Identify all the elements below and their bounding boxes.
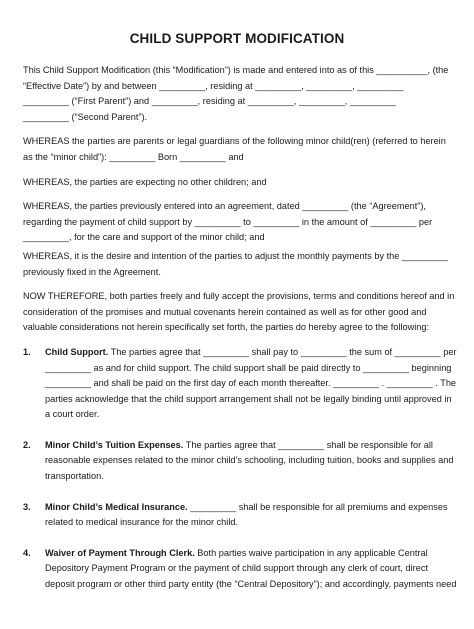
clause-tuition-expenses	[23, 438, 454, 485]
whereas-line: regarding the payment of child support by _________ to _________ in the amount of _________ per	[23, 216, 433, 227]
now-therefore-line: NOW THEREFORE, both parties freely and fully accept the provisions, terms and conditions hereof and in	[23, 291, 455, 302]
clause-line: reasonable expenses related to the minor child’s schooling, including tuition, books and supplies and	[45, 455, 454, 466]
now-therefore-line: consideration of the promises and mutual covenants herein contained as well as for other good and	[23, 306, 427, 317]
clause-line: _________ and shall be paid on the first day of each month thereafter. _________ . _________ . The	[45, 378, 457, 389]
whereas-line: WHEREAS, the parties are expecting no other children; and	[23, 176, 267, 187]
clause-text: The parties agree that _________ shall pay to _________ the sum of _________ per	[108, 346, 457, 357]
intro-line: This Child Support Modification (this “Modification”) is made and entered into as of this __________, (the	[23, 65, 449, 75]
now-therefore-line: valuable considerations not herein specifically set forth, the parties do hereby agree to the following:	[23, 322, 430, 333]
clause-line: deposit program or other third party entity (the “Central Depository”); and accordingly, payments need	[45, 579, 457, 590]
clause-number: 2.	[23, 439, 31, 450]
clause-heading: Child Support.	[45, 346, 109, 357]
clause-child-support	[23, 345, 457, 423]
intro-paragraph	[23, 63, 451, 125]
whereas-line: as the “minor child”): _________ Born _________ and	[23, 151, 244, 162]
whereas-line: WHEREAS, it is the desire and intention of the parties to adjust the monthly payments by the _________	[23, 250, 448, 261]
whereas-line: _________, for the care and support of the minor child; and	[23, 232, 265, 243]
clause-text: The parties agree that _________ shall be responsible for all	[183, 439, 433, 450]
clause-text: _________ shall be responsible for all premiums and expenses	[187, 501, 448, 512]
clause-line: a court order.	[45, 409, 100, 420]
intro-line: “Effective Date”) by and between _________, residing at _________, _________, _________	[23, 80, 404, 91]
document-title: CHILD SUPPORT MODIFICATION	[129, 31, 345, 46]
whereas-line: previously fixed in the Agreement.	[23, 266, 161, 277]
clause-line: transportation.	[45, 471, 104, 482]
intro-line: _________ (“Second Parent”).	[23, 111, 148, 122]
whereas-children-paragraph	[23, 134, 451, 165]
now-therefore-paragraph	[23, 289, 455, 336]
clause-waiver-of-payment	[23, 546, 457, 593]
clause-heading: Waiver of Payment Through Clerk.	[45, 547, 195, 558]
intro-line: _________ (“First Parent”) and _________, residing at _________, _________, _________	[23, 96, 396, 107]
clause-heading: Minor Child’s Tuition Expenses.	[45, 439, 184, 450]
whereas-agreement-paragraph	[23, 199, 451, 246]
clause-line: _________ as and for child support. The child support shall be paid directly to _________ beginning	[45, 362, 452, 373]
clause-text: Both parties waive participation in any applicable Central	[194, 547, 428, 558]
clause-heading: Minor Child’s Medical Insurance.	[45, 501, 188, 512]
clause-number: 4.	[23, 547, 31, 558]
clause-number: 1.	[23, 346, 31, 357]
whereas-no-other-children-paragraph	[23, 175, 451, 191]
whereas-line: WHEREAS, the parties previously entered into an agreement, dated _________ (the “Agreement”),	[23, 201, 426, 212]
clause-line: parties acknowledge that the child support arrangement shall not be legally binding until approved in	[45, 393, 452, 404]
clause-medical-insurance	[23, 500, 451, 531]
clause-line: Depository Payment Program or the payment of child support through any clerk of court, direct	[45, 563, 428, 574]
clause-number: 3.	[23, 501, 31, 512]
whereas-adjust-paragraph	[23, 249, 451, 280]
clause-line: related to medical insurance for the minor child.	[45, 517, 239, 528]
whereas-line: WHEREAS the parties are parents or legal guardians of the following minor child(ren) (referred to herein	[23, 136, 446, 147]
